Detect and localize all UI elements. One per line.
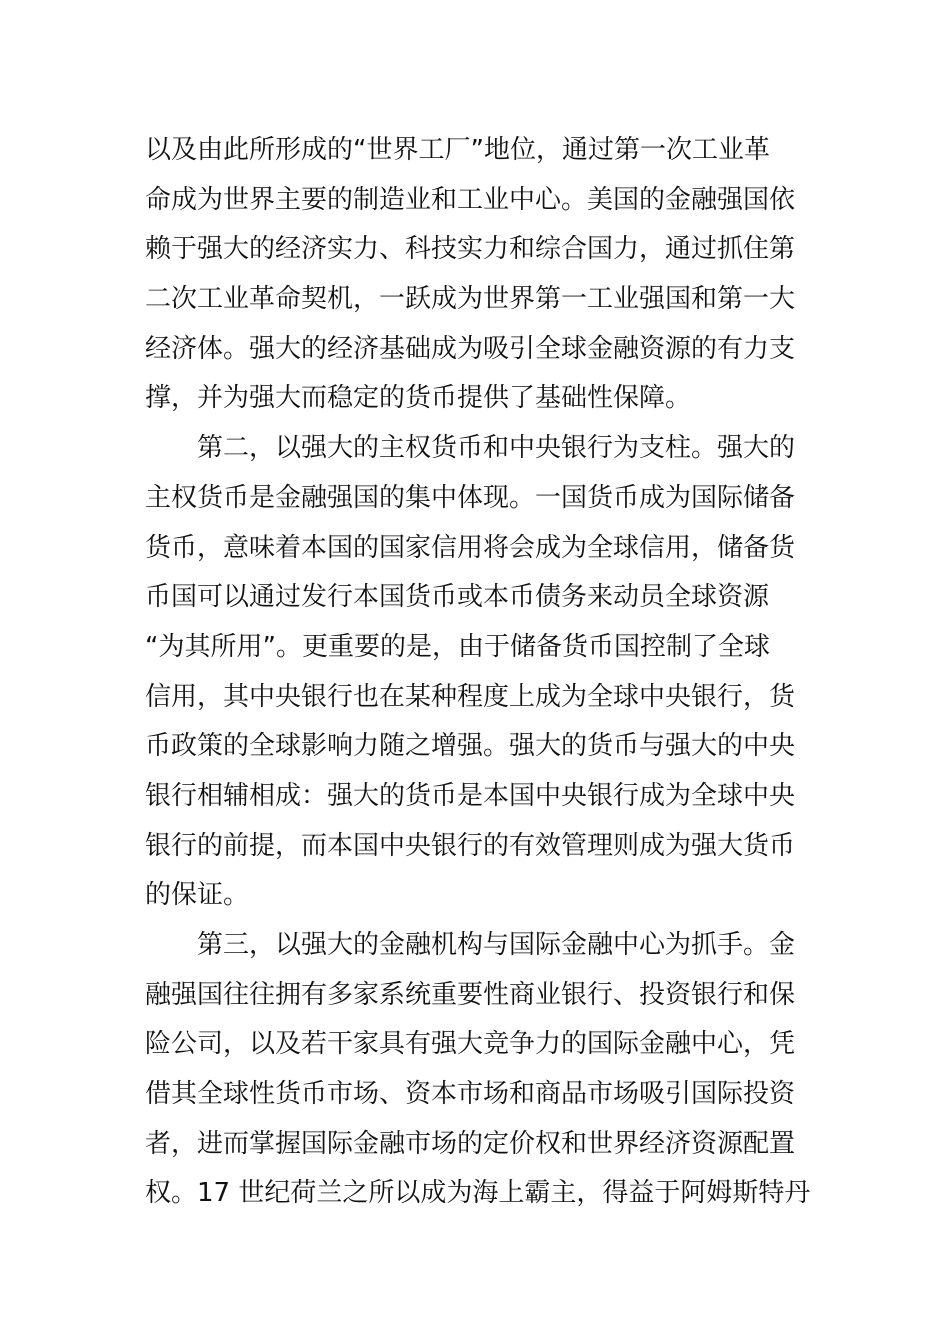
text-line: 货币，意味着本国的国家信用将会成为全球信用，储备货 xyxy=(145,532,796,563)
body-text xyxy=(145,126,810,1219)
text-line: 者，进而掌握国际金融市场的定价权和世界经济资源配置 xyxy=(145,1128,796,1159)
text-line: 银行相辅相成：强大的货币是本国中央银行成为全球中央 xyxy=(145,780,796,811)
text-line: 币国可以通过发行本国货币或本币债务来动员全球资源 xyxy=(145,582,770,613)
text-line: 经济体。强大的经济基础成为吸引全球金融资源的有力支 xyxy=(145,333,796,364)
text-line: 命成为世界主要的制造业和工业中心。美国的金融强国依 xyxy=(145,184,796,215)
text-line: 二次工业革命契机，一跃成为世界第一工业强国和第一大 xyxy=(145,284,796,315)
text-line: 银行的前提，而本国中央银行的有效管理则成为强大货币 xyxy=(145,830,796,861)
text-line: 借其全球性货币市场、资本市场和商品市场吸引国际投资 xyxy=(145,1079,796,1110)
text-line: 险公司，以及若干家具有强大竞争力的国际金融中心，凭 xyxy=(145,1029,796,1060)
text-line: 币政策的全球影响力随之增强。强大的货币与强大的中央 xyxy=(145,731,796,762)
text-line: 主权货币是金融强国的集中体现。一国货币成为国际储备 xyxy=(145,482,796,513)
text-line: 融强国往往拥有多家系统重要性商业银行、投资银行和保 xyxy=(145,979,796,1010)
text-line: 第三，以强大的金融机构与国际金融中心为抓手。金 xyxy=(197,930,796,960)
text-line: 撑，并为强大而稳定的货币提供了基础性保障。 xyxy=(145,383,692,414)
text-line: 权。17 世纪荷兰之所以成为海上霸主，得益于阿姆斯特丹 xyxy=(145,1178,811,1209)
text-line: 信用，其中央银行也在某种程度上成为全球中央银行，货 xyxy=(145,681,796,712)
text-line: 赖于强大的经济实力、科技实力和综合国力，通过抓住第 xyxy=(145,234,796,265)
text-line: “为其所用”。更重要的是，由于储备货币国控制了全球 xyxy=(145,631,770,662)
text-line: 以及由此所形成的“世界工厂”地位，通过第一次工业革 xyxy=(145,135,770,165)
text-line: 第二，以强大的主权货币和中央银行为支柱。强大的 xyxy=(197,433,796,464)
text-line: 的保证。 xyxy=(145,880,250,911)
